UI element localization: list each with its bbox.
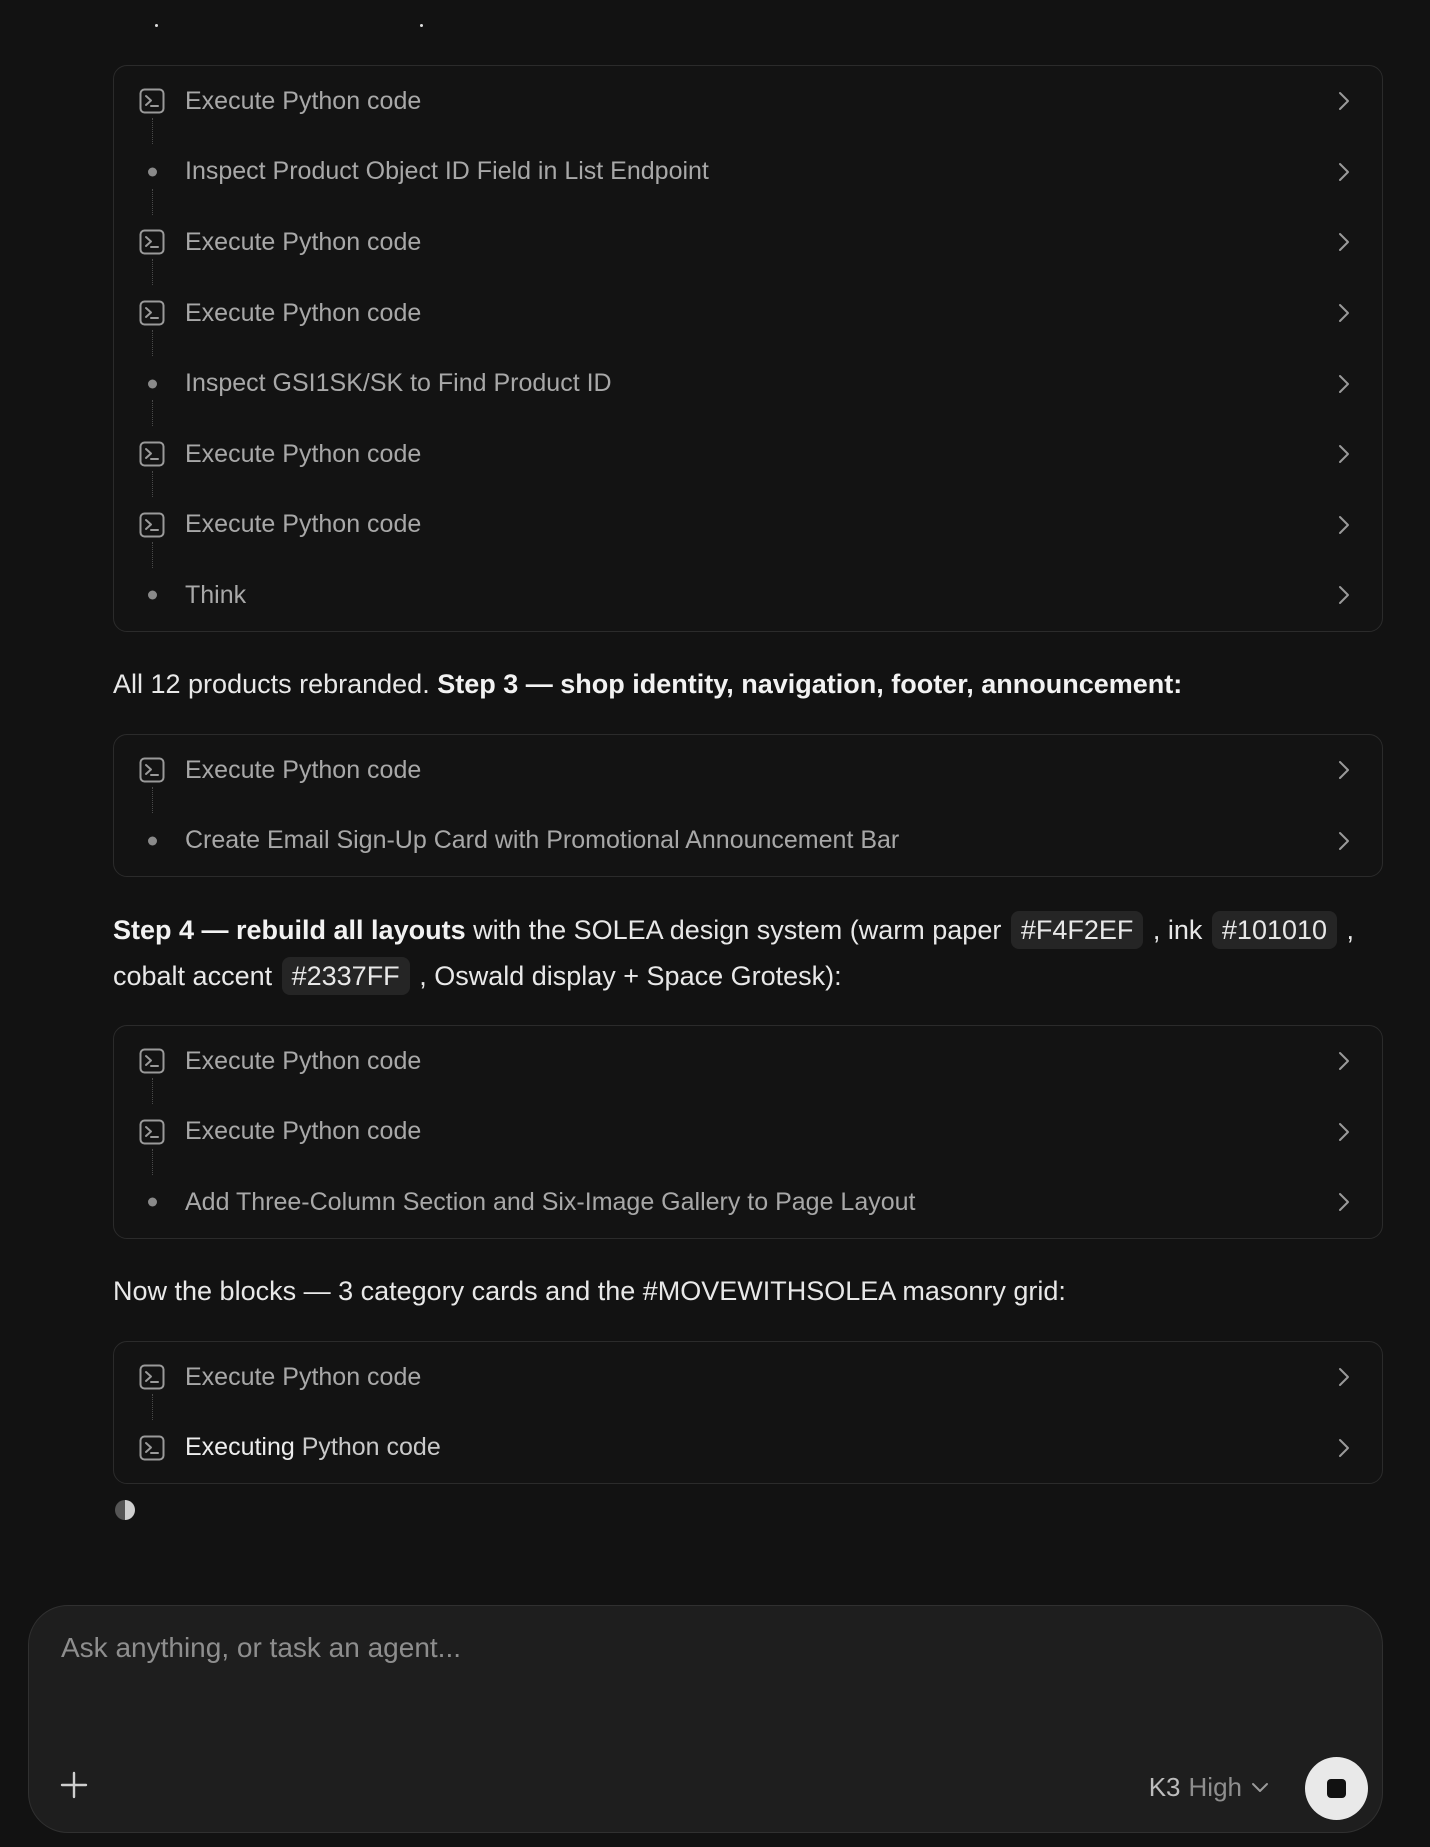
tool-call-row[interactable]: [114, 1097, 1382, 1168]
row-label: Execute Python code: [185, 510, 422, 539]
terminal-icon: [139, 512, 165, 538]
model-name: K3: [1148, 1772, 1181, 1802]
color-code-ink: #101010: [1212, 911, 1337, 949]
step-row[interactable]: [114, 806, 1382, 877]
chevron-right-icon: [1336, 230, 1352, 254]
chevron-right-icon: [1336, 1190, 1352, 1214]
terminal-icon: [139, 88, 165, 114]
chevron-right-icon: [1336, 829, 1352, 853]
row-label: Inspect Product Object ID Field in List Endpoint: [185, 157, 709, 186]
terminal-icon: [139, 441, 165, 467]
chevron-right-icon: [1336, 513, 1352, 537]
terminal-icon: [139, 1435, 165, 1461]
stop-button[interactable]: [1305, 1757, 1368, 1820]
chevron-right-icon: [1336, 372, 1352, 396]
chevron-right-icon: [1336, 1120, 1352, 1144]
tool-call-group-2: [113, 734, 1383, 877]
bullet-icon: [148, 379, 157, 388]
row-label: Think: [185, 580, 247, 609]
row-label: Execute Python code: [185, 227, 422, 256]
tool-call-row[interactable]: [114, 419, 1382, 490]
tool-call-row[interactable]: [114, 207, 1382, 278]
chevron-right-icon: [1336, 89, 1352, 113]
row-label: Execute Python code: [185, 439, 422, 468]
chevron-down-icon: [1250, 1781, 1270, 1795]
tool-call-row[interactable]: [114, 735, 1382, 806]
row-label: Execute Python code: [185, 1362, 422, 1391]
color-code-paper: #F4F2EF: [1011, 911, 1144, 949]
step-row[interactable]: [114, 1167, 1382, 1238]
row-label: Executing Python code: [185, 1433, 441, 1462]
row-label: Execute Python code: [185, 1046, 422, 1075]
bullet-icon: [148, 1198, 157, 1207]
tool-call-row[interactable]: [114, 1342, 1382, 1413]
loading-spinner: [115, 1500, 135, 1520]
chat-input[interactable]: Ask anything, or task an agent...: [61, 1632, 462, 1663]
previous-message-fragment: [153, 14, 453, 34]
assistant-message-step4: Step 4 — rebuild all layouts with the SOLEA design system (warm paper #F4F2EF , ink #101010 , cobalt accent #2337FF , Oswald display + Space Grotesk):: [113, 907, 1403, 999]
row-label: Create Email Sign-Up Card with Promotional Announcement Bar: [185, 826, 900, 855]
chevron-right-icon: [1336, 1049, 1352, 1073]
chevron-right-icon: [1336, 160, 1352, 184]
terminal-icon: [139, 229, 165, 255]
bullet-icon: [148, 836, 157, 845]
terminal-icon: [139, 300, 165, 326]
tool-call-row[interactable]: [114, 66, 1382, 137]
tool-call-row[interactable]: [114, 490, 1382, 561]
assistant-message-blocks: Now the blocks — 3 category cards and the #MOVEWITHSOLEA masonry grid:: [113, 1276, 1066, 1306]
bullet-icon: [148, 591, 157, 600]
model-selector[interactable]: [1149, 1772, 1270, 1803]
terminal-icon: [139, 1364, 165, 1390]
composer: [28, 1605, 1383, 1833]
tool-call-row[interactable]: [114, 1026, 1382, 1097]
row-label: Inspect GSI1SK/SK to Find Product ID: [185, 369, 612, 398]
tool-call-row[interactable]: [114, 278, 1382, 349]
row-label: Execute Python code: [185, 298, 422, 327]
step-row[interactable]: [114, 137, 1382, 208]
stop-icon: [1327, 1779, 1346, 1798]
chevron-right-icon: [1336, 583, 1352, 607]
row-label: Add Three-Column Section and Six-Image Gallery to Page Layout: [185, 1187, 916, 1216]
row-label: Execute Python code: [185, 86, 422, 115]
effort-level: High: [1188, 1772, 1242, 1802]
tool-call-group-1: [113, 65, 1383, 632]
step-row[interactable]: [114, 348, 1382, 419]
chevron-right-icon: [1336, 301, 1352, 325]
tool-call-row[interactable]: [114, 1413, 1382, 1484]
chevron-right-icon: [1336, 758, 1352, 782]
step-row[interactable]: [114, 560, 1382, 631]
chevron-right-icon: [1336, 442, 1352, 466]
terminal-icon: [139, 1048, 165, 1074]
terminal-icon: [139, 1119, 165, 1145]
color-code-accent: #2337FF: [282, 957, 410, 995]
bullet-icon: [148, 167, 157, 176]
row-label: Execute Python code: [185, 1117, 422, 1146]
plus-icon[interactable]: [59, 1770, 89, 1800]
tool-call-group-4: [113, 1341, 1383, 1484]
row-label: Execute Python code: [185, 755, 422, 784]
tool-call-group-3: [113, 1025, 1383, 1239]
assistant-message-step3: All 12 products rebranded. Step 3 — shop identity, navigation, footer, announcement:: [113, 669, 1183, 699]
terminal-icon: [139, 757, 165, 783]
chevron-right-icon: [1336, 1365, 1352, 1389]
chevron-right-icon: [1336, 1436, 1352, 1460]
